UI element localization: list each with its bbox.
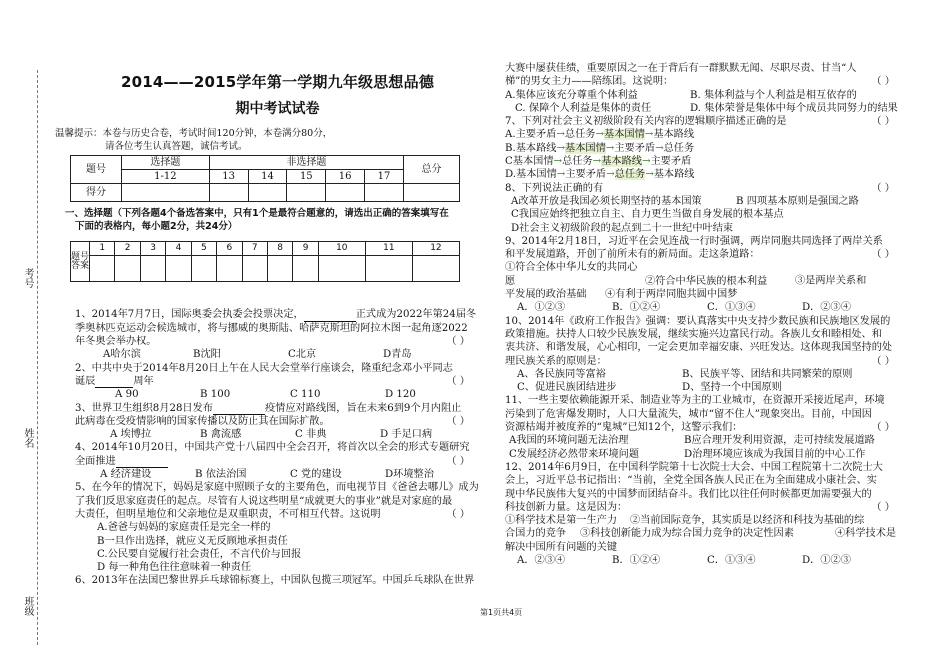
q7-option-a bbox=[505, 128, 905, 141]
q9-line1: 9、2014年2月18日，习近平在会见连战一行时强调，两岸同胞共同选择了两岸关系 bbox=[505, 235, 883, 247]
q1-option-b: B沈阳 bbox=[193, 349, 221, 361]
q3-blank[interactable] bbox=[213, 404, 265, 415]
q7-d-1: D.基本国情 bbox=[505, 169, 557, 181]
answer-no-1: 1 bbox=[90, 242, 115, 256]
q10-line1: 10、2014年《政府工作报告》强调：要认真落实中央支持少数民族和民族地区发展的 bbox=[505, 315, 891, 327]
score-cell-xuanze: 选择题 bbox=[122, 155, 210, 169]
q9-option-d: D．②③④ bbox=[802, 302, 851, 314]
q3-answer-paren[interactable]: （ ） bbox=[446, 415, 470, 427]
q2-line2b: 周年 bbox=[133, 375, 154, 387]
score-cell-zongfen: 总分 bbox=[404, 155, 460, 184]
answer-cell-2[interactable] bbox=[115, 256, 140, 282]
page-footer: 第1页共4页 bbox=[480, 608, 523, 617]
q4-blank[interactable] bbox=[116, 457, 168, 468]
answer-cell-5[interactable] bbox=[191, 256, 216, 282]
q7-a-2: 总任务 bbox=[564, 129, 596, 141]
q7-d-4: 基本路线 bbox=[653, 169, 695, 181]
answer-table-head bbox=[71, 242, 90, 282]
score-input-1[interactable] bbox=[122, 184, 210, 202]
score-cell-16: 16 bbox=[326, 169, 365, 183]
q8-option-a: A改革开放是我国必须长期坚持的基本国策 bbox=[511, 195, 702, 207]
answer-no-6: 6 bbox=[217, 242, 242, 256]
answer-no-2: 2 bbox=[115, 242, 140, 256]
q11-option-c: C发展经济必然带来环境问题 bbox=[509, 448, 640, 460]
q8-option-b: B 四项基本原则是强国之路 bbox=[736, 195, 859, 207]
q5-answer-paren[interactable]: （ ） bbox=[446, 508, 470, 520]
q1-option-c: C北京 bbox=[288, 349, 317, 361]
answer-cell-12[interactable] bbox=[412, 256, 459, 282]
q9-statement-1: ①符合全体中华儿女的共同心愿 bbox=[505, 262, 638, 287]
q6-line1: 6、2013年在法国巴黎世界乒乓球锦标赛上，中国队包揽三项冠军。中国乒乓球队在世界 bbox=[75, 575, 475, 587]
q3-option-c: C 非典 bbox=[295, 429, 327, 441]
q7-b-1: B.基本路线 bbox=[505, 142, 557, 154]
answer-head-daan: 答案 bbox=[71, 260, 90, 271]
arrow-right-icon: → bbox=[556, 129, 565, 141]
q1-line1b: 正式成为2022年第24届冬 bbox=[355, 309, 477, 321]
q4-answer-paren[interactable]: （ ） bbox=[446, 455, 470, 467]
q11-option-b: B应合理开发利用资源，走可持续发展道路 bbox=[684, 435, 875, 447]
answer-no-11: 11 bbox=[365, 242, 412, 256]
q6-option-b: B. 集体利益与个人利益是相互依存的 bbox=[690, 89, 857, 101]
arrow-right-icon: → bbox=[556, 169, 566, 181]
q12-statement-2: ②当前国际竞争，其实质是以经济和科技为基础的综 bbox=[630, 515, 865, 527]
q8-line1: 8、下列说法正确的有 bbox=[505, 182, 604, 194]
right-column bbox=[505, 62, 905, 567]
q12-option-c: C．①③④ bbox=[707, 554, 756, 566]
q8-answer-paren[interactable]: （ ） bbox=[871, 182, 895, 194]
q9-option-a: A．①②③ bbox=[517, 302, 566, 314]
q12-statement-4: ④科学技术是 bbox=[835, 528, 897, 540]
q3-option-d: D 手足口病 bbox=[380, 429, 433, 441]
q12-option-a: A．②③④ bbox=[517, 554, 566, 566]
answer-cell-4[interactable] bbox=[166, 256, 191, 282]
q9-statement-3: ③是两岸关系和 bbox=[795, 275, 867, 287]
answer-no-8: 8 bbox=[267, 242, 292, 256]
arrow-right-icon: → bbox=[605, 142, 615, 154]
q11-line3: 资源枯竭并被度养的“鬼城”已知12个，这警示我们： bbox=[505, 422, 743, 434]
question-8 bbox=[505, 182, 905, 235]
q9-statement-4: ④有利于两岸同胞共圆中国梦 bbox=[605, 289, 738, 301]
arrow-right-icon: → bbox=[645, 169, 654, 181]
margin-label-kaohao: 考号 bbox=[22, 268, 33, 288]
q4-line1: 4、2014年10月20日，中国共产党十八届四中全会召开，将首次以全会的形式专题研究 bbox=[75, 442, 470, 454]
q7-c-3: 基本路线 bbox=[601, 156, 642, 168]
q9-line2: 和平发展道路，开创了前所未有的新局面。走这条道路： bbox=[505, 249, 760, 261]
q10-line3: 衷共济、和谐发展，心心相印，一定会更加幸福安康、兴旺发达。这体现我国坚持的处 bbox=[505, 342, 893, 354]
answer-no-4: 4 bbox=[166, 242, 191, 256]
question-2 bbox=[75, 362, 480, 402]
q12-line1: 12、2014年6月9日，在中国科学院第十七次院士大会、中国工程院第十二次院士大 bbox=[505, 461, 883, 473]
q6-line3: 梯”的男女主力——陪练团。这说明： bbox=[505, 76, 674, 88]
q9-statement-2: ②符合中华民族的根本利益 bbox=[645, 275, 768, 287]
q9-answer-paren[interactable]: （ ） bbox=[871, 249, 895, 261]
q7-c-1: C基本国情 bbox=[505, 156, 554, 168]
question-9 bbox=[505, 235, 905, 315]
q5-line2: 了我们反思家庭责任的起点。尽管有人说这些明星“成就更大的事业”就是对家庭的最 bbox=[75, 495, 453, 507]
q6-line2: 大赛中屡获佳绩，重要原因之一在于背后有一群默默无闻、尽职尽责、甘当“人 bbox=[505, 63, 857, 74]
q11-answer-paren[interactable]: （ ） bbox=[871, 422, 895, 434]
q10-line4: 理民族关系的原则是： bbox=[505, 355, 607, 367]
q7-b-3: 主要矛盾 bbox=[614, 142, 656, 154]
arrow-right-icon: → bbox=[592, 156, 602, 168]
q4-option-a: A 经济建设 bbox=[100, 469, 152, 481]
q2-line2a: 诞辰 bbox=[75, 375, 96, 387]
question-7 bbox=[505, 115, 905, 181]
q3-option-a: A 埃博拉 bbox=[110, 429, 152, 441]
q8-option-d: D社会主义初级阶段的起点到二十一世纪中叶结束 bbox=[511, 222, 734, 234]
q7-c-2: 总任务 bbox=[562, 156, 593, 168]
exam-title-line1: 2014——2015学年第一学期九年级思想品德 bbox=[120, 73, 435, 91]
q1-blank[interactable] bbox=[304, 311, 356, 322]
q2-option-d: D 120 bbox=[385, 389, 416, 401]
q7-option-d bbox=[505, 168, 905, 181]
q2-option-a: A 90 bbox=[115, 389, 139, 401]
question-3 bbox=[75, 402, 480, 442]
margin-label-banji: 班级 bbox=[22, 596, 33, 616]
q7-d-2: 主要矛盾 bbox=[565, 169, 607, 181]
tip-line2: 请各位考生认真答题，诚信考试。 bbox=[105, 140, 248, 152]
score-input-17[interactable] bbox=[365, 184, 404, 202]
q3-option-b: B 禽流感 bbox=[200, 429, 242, 441]
q2-line1: 2、中共中央于2014年8月20日上午在人民大会堂举行座谈会，隆重纪念邓小平同志 bbox=[75, 362, 453, 374]
q12-line3: 现中华民族伟大复兴的中国梦而团结奋斗。我们比以往任何时候都更加需要强大的 bbox=[505, 488, 872, 500]
q5-line3: 大责任，但明星地位和父亲地位是双重职责，不可相互代替。这说明 bbox=[75, 508, 381, 520]
q2-blank[interactable] bbox=[95, 377, 133, 388]
answer-no-12: 12 bbox=[412, 242, 459, 256]
answer-no-3: 3 bbox=[140, 242, 165, 256]
q7-answer-paren[interactable]: （ ） bbox=[871, 116, 895, 128]
answer-cell-6[interactable] bbox=[217, 256, 242, 282]
score-input-14[interactable] bbox=[248, 184, 287, 202]
q9-option-b: B．①②④ bbox=[612, 302, 661, 314]
q3-line1a: 3、世界卫生组织8月28日发布 bbox=[75, 402, 213, 414]
score-input-15[interactable] bbox=[287, 184, 326, 202]
q6-option-d: D. 集体荣誉是集体中每个成员共同努力的结果 bbox=[690, 102, 898, 114]
score-cell-range: 1-12 bbox=[122, 169, 210, 183]
q3-line2: 此病毒在受疫情影响的国家传播以及防止其在国际扩散。 bbox=[75, 415, 330, 427]
score-cell-17: 17 bbox=[365, 169, 404, 183]
tip-line1: 温馨提示：本卷与历史合卷，考试时间120分钟，本卷满分80分， bbox=[55, 127, 333, 139]
question-4 bbox=[75, 441, 480, 481]
binding-line bbox=[37, 70, 38, 645]
arrow-right-icon: → bbox=[655, 142, 664, 154]
q9-option-c: C．①③④ bbox=[707, 302, 756, 314]
q8-option-c: C我国应始终把独立自主、自力更生当做自身发展的根本基点 bbox=[511, 209, 784, 221]
q1-option-a: A哈尔滨 bbox=[103, 349, 141, 361]
answer-no-7: 7 bbox=[242, 242, 267, 256]
exam-title-line2: 期中考试试卷 bbox=[235, 101, 320, 118]
answer-table bbox=[70, 241, 460, 282]
answer-cell-7[interactable] bbox=[242, 256, 267, 282]
arrow-right-icon: → bbox=[556, 142, 566, 154]
score-input-total[interactable] bbox=[404, 184, 460, 202]
q12-line2: 会上，习近平总书记指出：“当前，全党全国各族人民正在为全面建成小康社会、实 bbox=[505, 475, 877, 487]
q12-statement-3: ③科技创新能力成为综合国力竞争的决定性因素 bbox=[580, 528, 794, 540]
section1-heading-line2: 下面的表格内，每小题2分，共24分） bbox=[75, 221, 238, 233]
q7-b-4: 总任务 bbox=[663, 142, 695, 154]
question-5 bbox=[75, 481, 480, 574]
answer-head-tihao: 题号 bbox=[71, 251, 90, 262]
answer-cell-9[interactable] bbox=[293, 256, 318, 282]
left-column bbox=[55, 70, 480, 588]
score-input-13[interactable] bbox=[209, 184, 248, 202]
score-cell-defen: 得分 bbox=[71, 184, 122, 202]
q6-option-c: C. 保障个人利益是集体的责任 bbox=[515, 102, 652, 114]
q7-c-4: 主要矛盾 bbox=[650, 156, 692, 168]
score-table bbox=[70, 155, 460, 203]
q12-statement-2b: 合国力的竞争 bbox=[505, 528, 567, 540]
q10-line2: 政策措施。扶持人口较少民族发展，继续实施兴边富民行动。各族儿女和睦相处、和 bbox=[505, 328, 882, 340]
score-cell-14: 14 bbox=[248, 169, 287, 183]
q7-line1: 7、下列对社会主义初级阶段有关内容的逻辑顺序描述正确的是 bbox=[505, 116, 787, 128]
score-cell-15: 15 bbox=[287, 169, 326, 183]
q4-option-b: B 依法治国 bbox=[195, 469, 247, 481]
q7-b-2: 基本国情 bbox=[565, 142, 606, 154]
q11-option-d: D治理环境应该成为我国目前的中心工作 bbox=[684, 448, 866, 460]
q12-statement-4b: 解决中国所有问题的关键 bbox=[505, 541, 618, 553]
answer-cell-10[interactable] bbox=[318, 256, 365, 282]
answer-cell-8[interactable] bbox=[267, 256, 292, 282]
q12-option-b: B．①②④ bbox=[612, 554, 661, 566]
q5-option-c: C.公民要自觉履行社会责任，不言代价与回报 bbox=[97, 548, 302, 560]
q2-answer-paren[interactable]: （ ） bbox=[446, 375, 470, 387]
margin-label-xingming: 姓名 bbox=[22, 428, 33, 448]
q12-statement-1: ①科学技术是第一生产力 bbox=[505, 515, 618, 527]
question-1 bbox=[75, 308, 480, 361]
q9-statement-3b: 平发展的政治基础 bbox=[505, 289, 587, 301]
q1-line2: 季奥林匹克运动会候选城市，将与挪威的奥斯陆、哈萨克斯坦的阿拉木图一起角逐2022 bbox=[75, 322, 468, 334]
arrow-right-icon: → bbox=[644, 129, 654, 141]
q4-line2: 全面推进 bbox=[75, 455, 116, 467]
q5-option-d: D 每一种角色往往意味着一种责任 bbox=[97, 562, 252, 574]
q2-option-c: C 110 bbox=[290, 389, 321, 401]
q3-line1b: 疫情应对路线图，旨在未来6到9个月内阻止 bbox=[265, 402, 462, 414]
arrow-right-icon: → bbox=[595, 129, 605, 141]
answer-no-5: 5 bbox=[191, 242, 216, 256]
q4-option-c: C 党的建设 bbox=[290, 469, 342, 481]
q7-option-c bbox=[505, 155, 905, 168]
q12-answer-paren[interactable]: （ ） bbox=[871, 501, 895, 513]
q5-option-a: A.爸爸与妈妈的家庭责任是完全一样的 bbox=[97, 522, 271, 534]
score-cell-tihao: 题号 bbox=[71, 155, 122, 184]
q6-answer-paren[interactable]: （ ） bbox=[871, 76, 895, 88]
answer-no-10: 10 bbox=[318, 242, 365, 256]
q10-option-c: C、促进民族团结进步 bbox=[517, 382, 617, 394]
q6-option-a: A.集体应该充分尊重个体利益 bbox=[505, 89, 638, 101]
question-12 bbox=[505, 461, 905, 567]
answer-cell-11[interactable] bbox=[365, 256, 412, 282]
q11-line1: 11、一些主要依赖能源开采、制造业等为主的工业城市，在资源开采接近尾声，环境 bbox=[505, 395, 885, 407]
q11-line2: 污染到了危害爆发期时，人口大量流失，城市“留不住人”现象突出。目前，中国因 bbox=[505, 408, 872, 420]
q5-option-b: B一旦作出选择，就应义无反顾地承担责任 bbox=[97, 535, 288, 547]
q1-answer-paren[interactable]: （ ） bbox=[446, 336, 470, 348]
answer-cell-3[interactable] bbox=[140, 256, 165, 282]
q1-line1: 1、2014年7月7日，国际奥委会执委会投票决定， bbox=[75, 309, 304, 321]
q4-option-d: D环境整治 bbox=[385, 469, 434, 481]
q11-option-a: A我国的环境问题无法治理 bbox=[509, 435, 629, 447]
score-cell-feixuanze: 非选择题 bbox=[209, 155, 403, 169]
q5-line1: 5、在今年的情况下，妈妈是家庭中照顾子女的主要角色，而电视节目《爸爸去哪儿》成为 bbox=[75, 482, 479, 494]
score-input-16[interactable] bbox=[326, 184, 365, 202]
q7-a-1: A.主要矛盾 bbox=[505, 129, 557, 141]
question-10 bbox=[505, 315, 905, 395]
arrow-right-icon: → bbox=[641, 156, 651, 168]
q10-option-b: B、民族平等、团结和共同繁荣的原则 bbox=[682, 368, 853, 380]
q1-line3: 年冬奥会举办权。 bbox=[75, 336, 157, 348]
arrow-right-icon: → bbox=[606, 169, 615, 181]
q10-option-d: D、坚持一个中国原则 bbox=[682, 382, 782, 394]
section1-heading-line1: 一、选择题（下列各题4个备选答案中，只有1个是最符合题意的，请选出正确的答案填写在 bbox=[65, 208, 449, 220]
q7-d-3: 总任务 bbox=[614, 169, 646, 181]
q7-a-3: 基本国情 bbox=[604, 129, 645, 141]
q12-option-d: D．①②③ bbox=[802, 554, 851, 566]
q10-option-a: A、各民族同等富裕 bbox=[517, 368, 606, 380]
answer-no-9: 9 bbox=[293, 242, 318, 256]
question-11 bbox=[505, 394, 905, 460]
arrow-right-icon: → bbox=[553, 156, 563, 168]
score-cell-13: 13 bbox=[209, 169, 248, 183]
q7-a-4: 基本路线 bbox=[653, 129, 695, 141]
answer-cell-1[interactable] bbox=[90, 256, 115, 282]
q10-answer-paren[interactable]: （ ） bbox=[871, 355, 895, 367]
q2-option-b: B 100 bbox=[200, 389, 231, 401]
q7-option-b bbox=[505, 142, 905, 155]
q1-option-d: D青岛 bbox=[383, 349, 412, 361]
q12-line4: 科技创新力量。这是因为： bbox=[505, 501, 628, 513]
